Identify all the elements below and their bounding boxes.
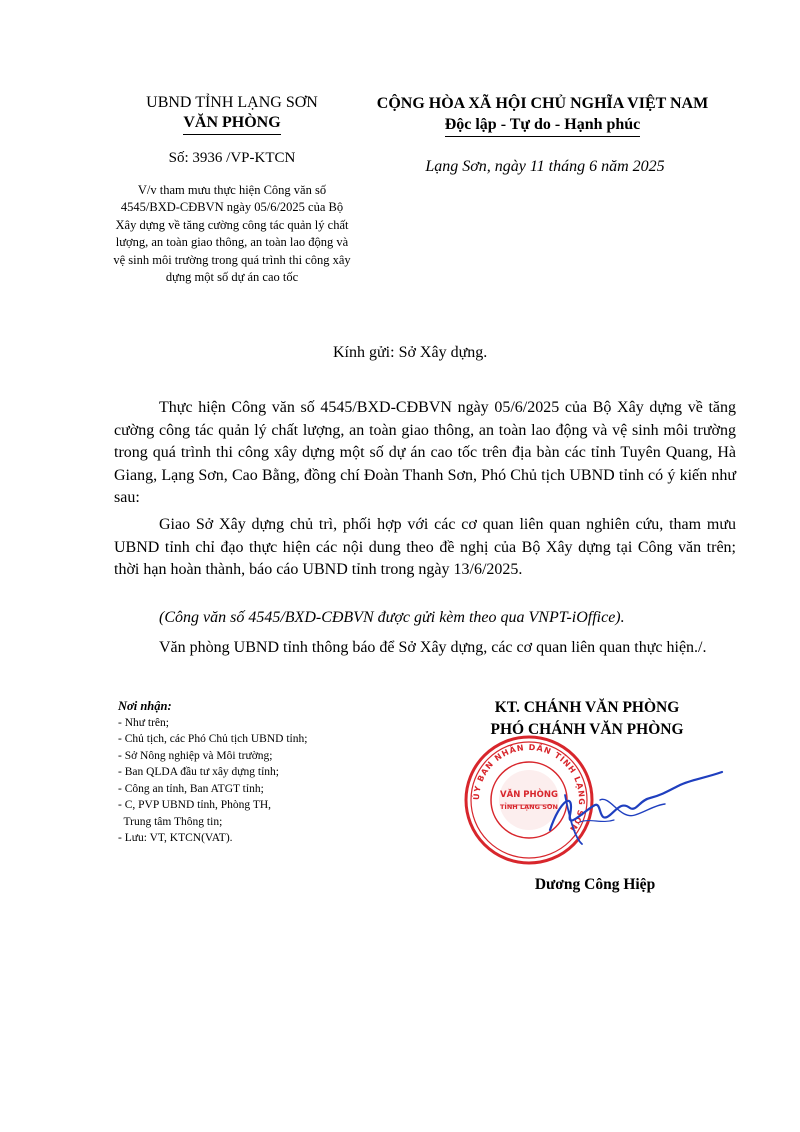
seal-center-text-1: VĂN PHÒNG [500,790,558,800]
recipient-item: Trung tâm Thông tin; [118,815,223,828]
date-line: Lạng Sơn, ngày 11 tháng 6 năm 2025 [425,158,665,175]
recipients-heading: Nơi nhận: [118,699,172,713]
nation-name: CỘNG HÒA XÃ HỘI CHỦ NGHĨA VIỆT NAM [376,95,709,112]
recipients-block [118,698,378,847]
agency-office: VĂN PHÒNG [183,113,280,135]
nation-motto: Độc lập - Tự do - Hạnh phúc [445,114,641,137]
addressee: Kính gửi: Sở Xây dựng. [333,344,488,361]
recipient-item: - Ban QLDA đầu tư xây dựng tỉnh; [118,766,279,778]
signer-name: Dương Công Hiệp [534,876,656,893]
recipient-item: - Sở Nông nghiệp và Môi trường; [118,749,273,762]
body-paragraph-2: Giao Sở Xây dựng chủ trì, phối hợp với các cơ quan liên quan nghiên cứu, tham mưu UBND tỉnh chỉ đạo thực hiện các nội dung theo đề nghị của Bộ Xây dựng tại Công văn trên; thời hạn hoàn thành, báo cáo UBND tỉnh trong ngày 13/6/2025. [114,516,736,579]
recipient-item: - Lưu: VT, KTCN(VAT). [118,832,233,844]
agency-block [112,93,352,135]
body-paragraph-1: Thực hiện Công văn số 4545/BXD-CĐBVN ngày 05/6/2025 của Bộ Xây dựng về tăng cường công tác quản lý chất lượng, an toàn giao thông, an toàn lao động và vệ sinh môi trường trong quá trình thi công xây dựng một số dự án cao tốc trên địa bàn các tỉnh Tuyên Quang, Hà Giang, Lạng Sơn, Cao Bằng, đồng chí Đoàn Thanh Sơn, Phó Chủ tịch UBND tỉnh có ý kiến như sau: [114,399,736,507]
recipient-item: - Chủ tịch, các Phó Chủ tịch UBND tỉnh; [118,733,308,745]
signer-title-2: PHÓ CHÁNH VĂN PHÒNG [490,721,684,738]
body-paragraph-3: (Công văn số 4545/BXD-CĐBVN được gửi kèm theo qua VNPT-iOffice). [159,609,625,626]
recipient-item: - Công an tỉnh, Ban ATGT tỉnh; [118,782,264,795]
agency-name: UBND TỈNH LẠNG SƠN [146,94,318,111]
seal-text: ỦY BAN NHÂN DÂN TỈNH LẠNG SƠN [471,742,587,834]
recipient-item: - C, PVP UBND tỉnh, Phòng TH, [118,799,272,811]
recipients-list [118,715,378,847]
signer-title-1: KT. CHÁNH VĂN PHÒNG [494,699,680,716]
handwritten-signature-icon [540,760,730,850]
document-subject: V/v tham mưu thực hiện Công văn số 4545/BXD-CĐBVN ngày 05/6/2025 của Bộ Xây dựng về tăng cường công tác quản lý chất lượng, an toàn giao thông, an toàn lao động và vệ sinh môi trường trong quá trình thi công xây dựng một số dự án cao tốc [113,183,351,285]
body-paragraph-4: Văn phòng UBND tỉnh thông báo để Sở Xây dựng, các cơ quan liên quan thực hiện./. [159,639,707,656]
recipient-item: - Như trên; [118,716,169,729]
seal-center-text-2: TỈNH LẠNG SƠN [499,803,559,811]
national-heading [355,93,730,137]
document-number: Số: 3936 /VP-KTCN [168,150,296,166]
